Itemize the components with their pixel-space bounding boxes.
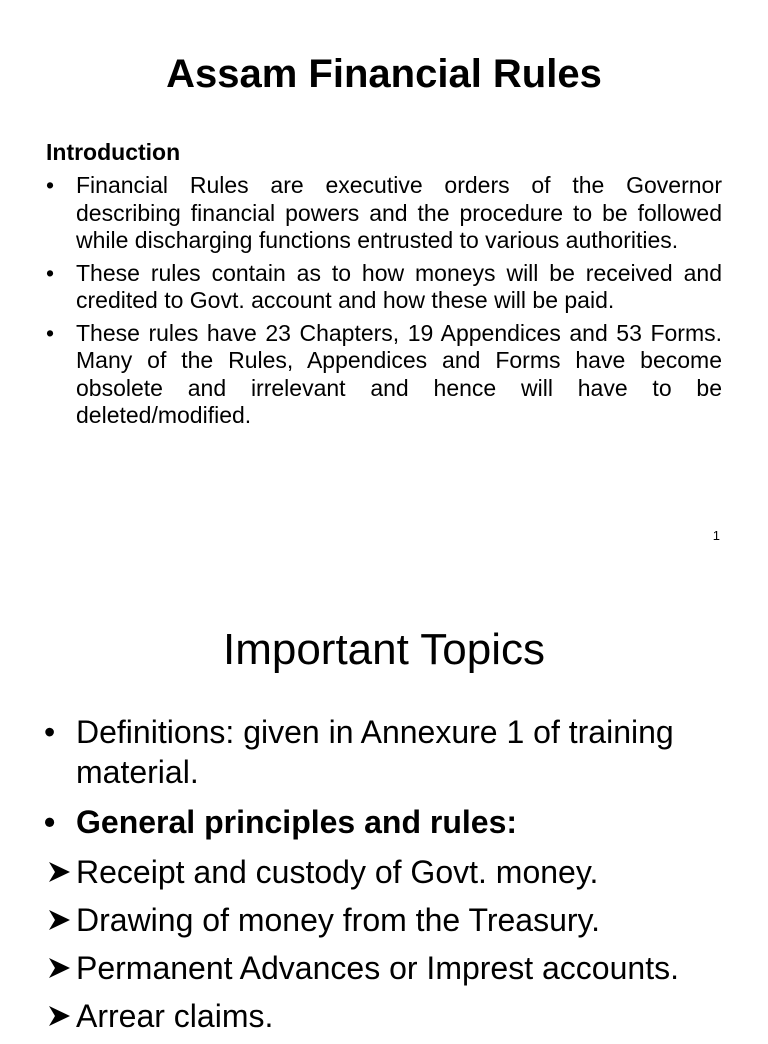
list-item-text: Permanent Advances or Imprest accounts. [76, 950, 679, 986]
arrow-bullet-icon [46, 954, 74, 982]
list-item [44, 948, 744, 988]
bullet-icon: • [46, 259, 55, 286]
list-item [44, 712, 744, 792]
bullet-icon: • [44, 804, 56, 840]
slide-2 [0, 560, 768, 1034]
list-item [44, 900, 744, 940]
bullet-icon: • [46, 319, 55, 346]
list-item [46, 320, 722, 430]
bullet-icon: • [46, 172, 55, 198]
intro-bullet-list [46, 172, 722, 435]
list-item-text: Arrear claims. [76, 998, 274, 1034]
topics-list [44, 712, 744, 1044]
bullet-icon: • [44, 714, 56, 750]
list-item [46, 172, 722, 255]
list-item [44, 996, 744, 1036]
list-item [44, 852, 744, 892]
slide-title: Assam Financial Rules [166, 52, 602, 96]
list-item-text: Definitions: given in Annexure 1 of training material. [76, 714, 674, 790]
arrow-bullet-icon [46, 1002, 74, 1030]
list-item [46, 260, 722, 315]
list-item-text: These rules contain as to how moneys will be received and credited to Govt. account and how these will be paid. [76, 259, 722, 313]
page-number: 1 [712, 528, 720, 543]
list-item-text: Receipt and custody of Govt. money. [76, 854, 599, 890]
section-heading: Introduction [46, 139, 181, 165]
arrow-bullet-icon [46, 906, 74, 934]
list-item-text: These rules have 23 Chapters, 19 Appendices and 53 Forms. Many of the Rules, Appendices and Forms have become obsolete and irrelevant and hence will have to be deleted/modified. [76, 319, 722, 428]
list-item-text: Financial Rules are executive orders of the Governor describing financial powers and the procedure to be followed while discharging functions entrusted to various authorities. [76, 172, 722, 253]
list-item [44, 802, 744, 842]
arrow-bullet-icon [46, 858, 74, 886]
slide-title: Important Topics [222, 625, 545, 674]
list-item-text: Drawing of money from the Treasury. [76, 902, 601, 938]
list-item-text: General principles and rules: [76, 804, 518, 840]
